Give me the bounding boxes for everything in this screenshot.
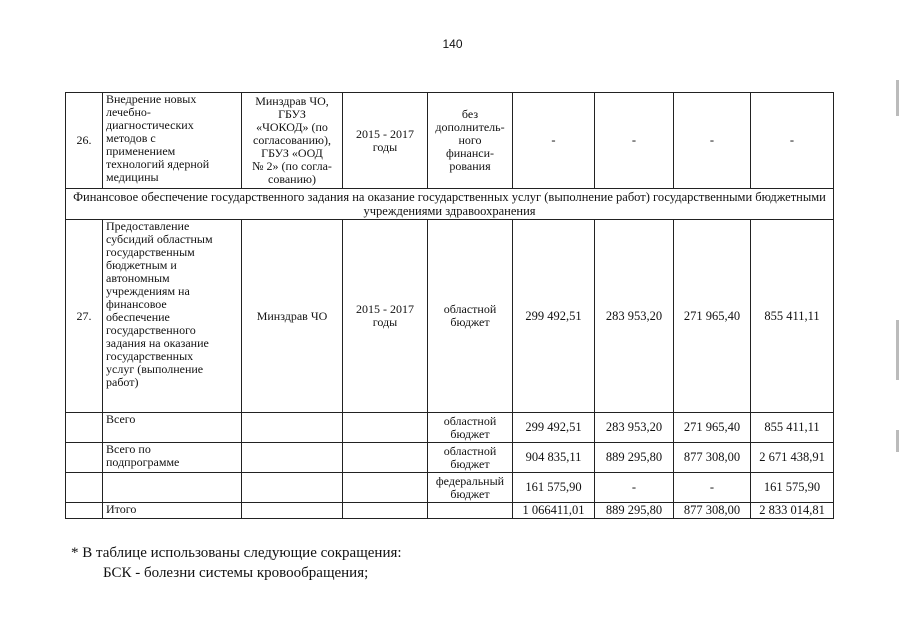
value-2015: 1 066411,01 <box>513 503 595 519</box>
row-number: 26. <box>66 93 103 189</box>
page-number: 140 <box>442 37 463 51</box>
funding-source-cell: без дополнитель- ного финанси- рования <box>428 93 513 189</box>
empty-cell <box>428 503 513 519</box>
empty-cell <box>343 413 428 443</box>
value-total: 855 411,11 <box>751 413 834 443</box>
empty-cell <box>66 413 103 443</box>
value-2015: 299 492,51 <box>513 413 595 443</box>
empty-cell <box>242 503 343 519</box>
value-2016: - <box>595 93 674 189</box>
empty-cell <box>343 503 428 519</box>
footnote-title: * В таблице использованы следующие сокращения: <box>71 545 402 561</box>
empty-cell <box>242 443 343 473</box>
value-total: 2 833 014,81 <box>751 503 834 519</box>
section-header-row <box>66 189 834 220</box>
executor-cell: Минздрав ЧО <box>242 220 343 413</box>
empty-cell <box>242 413 343 443</box>
value-2016: 283 953,20 <box>595 220 674 413</box>
table-row-27 <box>66 220 834 413</box>
table-row-26 <box>66 93 834 189</box>
row-label: Итого <box>103 503 242 519</box>
executor-cell: Минздрав ЧО, ГБУЗ «ЧОКОД» (по согласованию), ГБУЗ «ООД № 2» (по согла- сованию) <box>242 93 343 189</box>
value-2015: 904 835,11 <box>513 443 595 473</box>
value-2017: - <box>674 93 751 189</box>
period-cell: 2015 - 2017 годы <box>343 220 428 413</box>
footnote-abbreviation: БСК - болезни системы кровообращения; <box>103 565 369 581</box>
value-2015: 161 575,90 <box>513 473 595 503</box>
empty-cell <box>343 473 428 503</box>
funding-source-cell: областной бюджет <box>428 220 513 413</box>
value-total: 855 411,11 <box>751 220 834 413</box>
value-2016: 889 295,80 <box>595 443 674 473</box>
funding-source-cell: областной бюджет <box>428 443 513 473</box>
scan-edge-mark <box>896 430 899 452</box>
table-row-total <box>66 413 834 443</box>
value-2016: 283 953,20 <box>595 413 674 443</box>
empty-cell <box>103 473 242 503</box>
value-2016: 889 295,80 <box>595 503 674 519</box>
value-2015: - <box>513 93 595 189</box>
row-number: 27. <box>66 220 103 413</box>
value-2017: - <box>674 473 751 503</box>
table-row-subprogram-regional <box>66 443 834 473</box>
empty-cell <box>66 443 103 473</box>
value-2017: 877 308,00 <box>674 503 751 519</box>
value-2017: 271 965,40 <box>674 220 751 413</box>
empty-cell <box>66 473 103 503</box>
value-total: 2 671 438,91 <box>751 443 834 473</box>
footnote <box>71 543 402 583</box>
empty-cell <box>343 443 428 473</box>
value-total: - <box>751 93 834 189</box>
row-label: Всего <box>103 413 242 443</box>
value-2015: 299 492,51 <box>513 220 595 413</box>
measure-name: Внедрение новых лечебно- диагностических методов с применением технологий ядерной медицины <box>103 93 242 189</box>
measure-name: Предоставление субсидий областным государственным бюджетным и автономным учреждениям на финансовое обеспечение государственного задания на оказание государственных услуг (выполнение работ) <box>103 220 242 413</box>
funding-source-cell: федеральный бюджет <box>428 473 513 503</box>
table-row-itogo <box>66 503 834 519</box>
section-header: Финансовое обеспечение государственного задания на оказание государственных услуг (выполнение работ) государственными бюджетными учреждениями здравоохранения <box>66 189 834 220</box>
empty-cell <box>66 503 103 519</box>
scan-edge-mark <box>896 320 899 380</box>
row-label: Всего по подпрограмме <box>103 443 242 473</box>
value-2017: 271 965,40 <box>674 413 751 443</box>
table-row-subprogram-federal <box>66 473 834 503</box>
empty-cell <box>242 473 343 503</box>
value-2016: - <box>595 473 674 503</box>
value-2017: 877 308,00 <box>674 443 751 473</box>
funding-source-cell: областной бюджет <box>428 413 513 443</box>
program-table <box>65 92 834 519</box>
value-total: 161 575,90 <box>751 473 834 503</box>
period-cell: 2015 - 2017 годы <box>343 93 428 189</box>
scan-edge-mark <box>896 80 899 116</box>
